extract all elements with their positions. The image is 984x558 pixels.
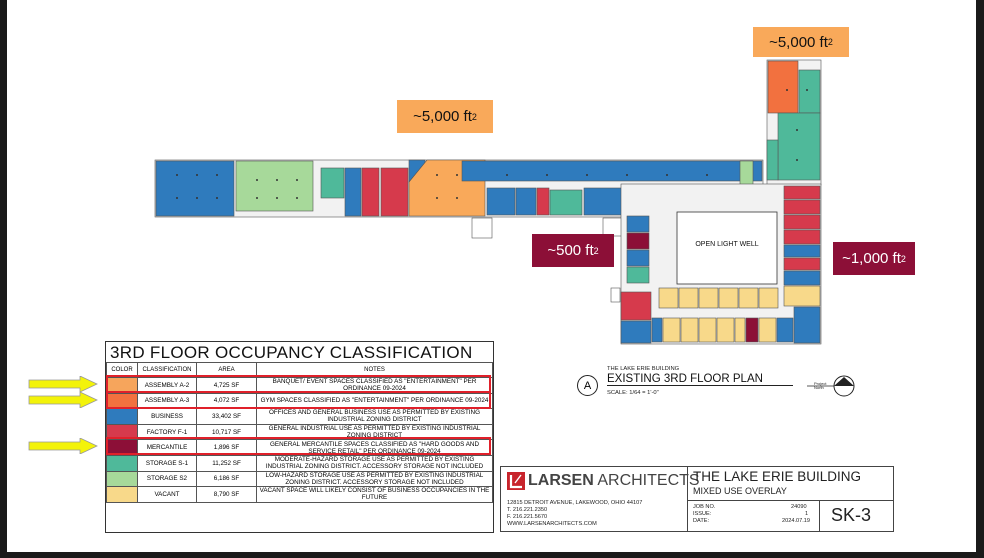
callout-right: ~1,000 ft 2 [833, 242, 915, 275]
firm-name [528, 472, 700, 490]
larsen-logo-icon [507, 472, 525, 490]
header-area: AREA [197, 363, 257, 378]
occupancy-legend [105, 341, 494, 533]
legend-row [107, 440, 493, 456]
legend-notes: GENERAL INDUSTRIAL USE AS PERMITTED BY EXISTING INDUSTRIAL ZONING DISTRICT [257, 424, 493, 440]
date-label: DATE: [693, 518, 710, 524]
project-name: THE LAKE ERIE BUILDING [693, 469, 862, 484]
firm-website: WWW.LARSENARCHITECTS.COM [507, 521, 597, 527]
header-color: COLOR [107, 363, 138, 378]
legend-color-swatch [107, 455, 138, 471]
header-notes: NOTES [257, 363, 493, 378]
firm-address: 12815 DETROIT AVENUE, LAKEWOOD, OHIO 44107 [507, 500, 643, 506]
firm-fax: F. 216.221.5670 [507, 514, 548, 520]
legend-area: 10,717 SF [197, 424, 257, 440]
legend-classification: VACANT [138, 487, 197, 503]
legend-classification: BUSINESS [138, 409, 197, 425]
legend-notes: MODERATE-HAZARD STORAGE USE AS PERMITTED BY EXISTING INDUSTRIAL ZONING DISTRICT. ACCESSORY STORAGE NOT INCLUDED [257, 455, 493, 471]
legend-notes: VACANT SPACE WILL LIKELY CONSIST OF BUSINESS OCCUPANCIES IN THE FUTURE [257, 487, 493, 503]
legend-color-swatch [107, 393, 138, 409]
legend-title: 3RD FLOOR OCCUPANCY CLASSIFICATION [110, 343, 473, 362]
legend-classification: STORAGE S2 [138, 471, 197, 487]
legend-row [107, 487, 493, 503]
legend-notes: LOW-HAZARD STORAGE USE AS PERMITTED BY EXISTING INDUSTRIAL ZONING DISTRICT. ACCESSORY STORAGE NOT INCLUDED [257, 471, 493, 487]
legend-notes: BANQUET/ EVENT SPACES CLASSIFIED AS "ENTERTAINMENT" PER ORDINANCE 09-2024 [257, 378, 493, 394]
legend-classification: FACTORY F-1 [138, 424, 197, 440]
legend-table [106, 362, 493, 503]
legend-row [107, 455, 493, 471]
legend-row [107, 471, 493, 487]
legend-notes: GYM SPACES CLASSIFIED AS "ENTERTAINMENT" PER ORDINANCE 09-2024 [257, 393, 493, 409]
drawing-sheet [7, 0, 976, 552]
legend-color-swatch [107, 471, 138, 487]
legend-color-swatch [107, 378, 138, 394]
job-value: 24090 [791, 504, 807, 510]
legend-area: 1,896 SF [197, 440, 257, 456]
legend-area: 8,790 SF [197, 487, 257, 503]
legend-classification: ASSEMBLY A-2 [138, 378, 197, 394]
legend-header-row [107, 363, 493, 378]
issue-label: ISSUE: [693, 511, 712, 517]
project-subtitle: MIXED USE OVERLAY [693, 486, 787, 496]
arrow-icon [28, 392, 98, 408]
legend-area: 4,072 SF [197, 393, 257, 409]
legend-notes: OFFICES AND GENERAL BUSINESS USE AS PERMITTED BY EXISTING INDUSTRIAL ZONING DISTRICT [257, 409, 493, 425]
legend-color-swatch [107, 424, 138, 440]
legend-area: 6,186 SF [197, 471, 257, 487]
firm-name-bold: LARSEN [528, 472, 594, 489]
date-value: 2024.07.19 [782, 518, 810, 524]
legend-classification: STORAGE S-1 [138, 455, 197, 471]
light-well-label: OPEN LIGHT WELL [695, 241, 759, 248]
legend-classification: ASSEMBLY A-3 [138, 393, 197, 409]
legend-color-swatch [107, 409, 138, 425]
legend-area: 4,725 SF [197, 378, 257, 394]
legend-area: 33,402 SF [197, 409, 257, 425]
plan-building-name: THE LAKE ERIE BUILDING [607, 366, 680, 372]
legend-area: 11,252 SF [197, 455, 257, 471]
issue-value: 1 [805, 511, 809, 517]
legend-notes: GENERAL MERCANTILE SPACES CLASSIFIED AS "HARD GOODS AND SERVICE RETAIL" PER ORDINANCE 09-2024 [257, 440, 493, 456]
legend-color-swatch [107, 440, 138, 456]
sheet-number: SK-3 [831, 505, 872, 525]
firm-phone: T. 216.221.2350 [507, 507, 548, 513]
arrow-icon [28, 438, 98, 454]
firm-name-light: ARCHITECTS [593, 472, 700, 489]
plan-title-block [577, 366, 857, 406]
legend-row [107, 424, 493, 440]
plan-title: EXISTING 3RD FLOOR PLAN [607, 373, 793, 386]
callout-small: ~500 ft 2 [532, 234, 614, 267]
legend-row [107, 409, 493, 425]
callout-top-middle: ~5,000 ft 2 [397, 100, 493, 133]
legend-row [107, 378, 493, 394]
plan-scale: SCALE: 1/64 = 1'-0" [607, 390, 659, 396]
north-label: Project North [814, 381, 827, 390]
callout-top-right: ~5,000 ft 2 [753, 27, 849, 57]
arrow-icon [28, 376, 98, 392]
job-label: JOB NO. [693, 504, 716, 510]
title-block [500, 466, 894, 532]
legend-color-swatch [107, 487, 138, 503]
legend-row [107, 393, 493, 409]
header-classification: CLASSIFICATION [138, 363, 197, 378]
section-marker: A [577, 375, 598, 396]
legend-classification: MERCANTILE [138, 440, 197, 456]
